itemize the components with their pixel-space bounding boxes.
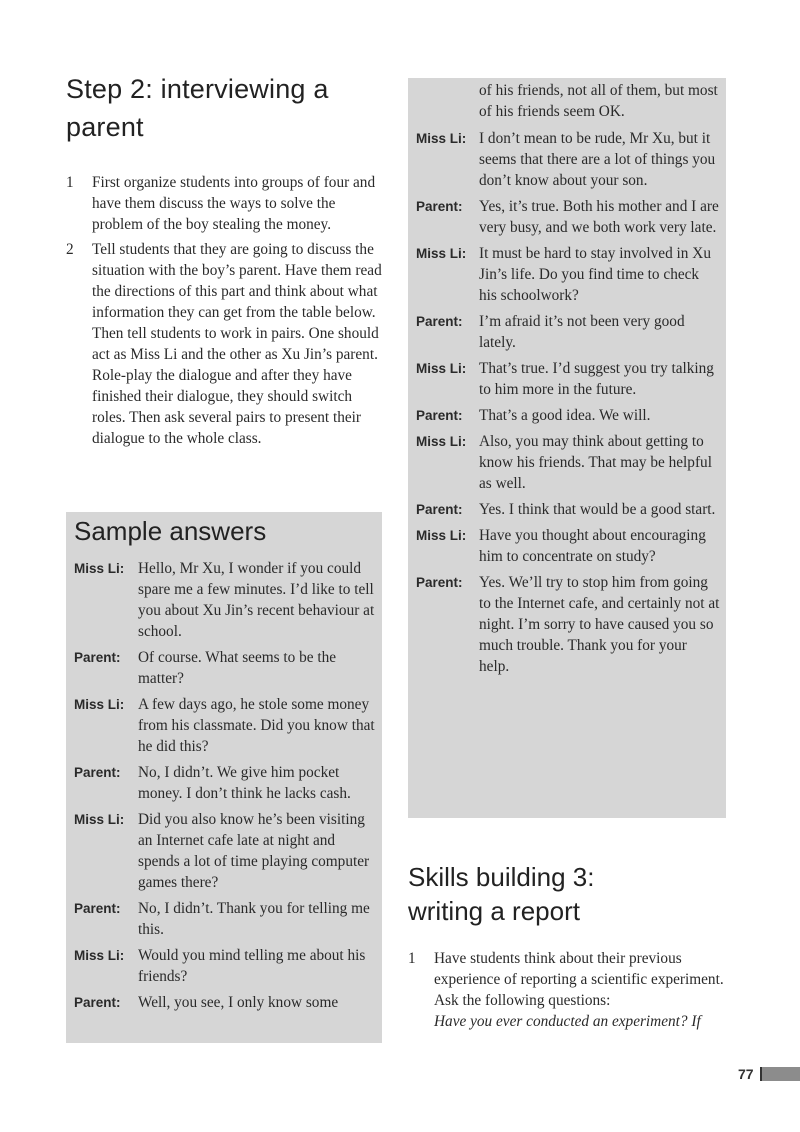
dialogue-turn [408, 128, 726, 191]
step2-section [66, 70, 384, 453]
dialogue-line: Have you thought about encouraging him to concentrate on study? [479, 527, 706, 565]
speaker-label: Parent: [74, 995, 121, 1010]
dialogue-left [66, 548, 382, 1013]
dialogue-turn [66, 558, 382, 642]
speaker-label: Miss Li: [416, 528, 467, 543]
step2-heading-line1: Step 2: interviewing a [66, 74, 329, 104]
speaker-label: Parent: [416, 575, 463, 590]
skills-item [408, 948, 728, 1032]
dialogue-turn [408, 405, 726, 426]
item-number: 1 [66, 174, 74, 191]
speaker-label: Miss Li: [416, 434, 467, 449]
step2-item [66, 172, 384, 235]
dialogue-turn [66, 694, 382, 757]
dialogue-turn [66, 647, 382, 689]
dialogue-line: I don’t mean to be rude, Mr Xu, but it seems that there are a lot of things you don’t know about your son. [479, 130, 716, 189]
speaker-label: Miss Li: [416, 361, 467, 376]
skills-instructions [408, 948, 728, 1036]
dialogue-turn [408, 572, 726, 677]
skills-heading-line1: Skills building 3: [408, 862, 595, 892]
dialogue-turn [66, 762, 382, 804]
dialogue-line: Yes. We’ll try to stop him from going to the Internet cafe, and certainly not at night. I’m sorry to have caused you so much trouble. Thank you for your help. [479, 574, 720, 675]
dialogue-line: That’s true. I’d suggest you try talking to him more in the future. [479, 360, 714, 398]
dialogue-turn [408, 311, 726, 353]
sample-answers-box [66, 512, 382, 1043]
dialogue-continuation-text: of his friends, not all of them, but most of his friends seem OK. [479, 82, 718, 120]
step2-item [66, 239, 384, 449]
item-question: Have you ever conducted an experiment? If [434, 1013, 701, 1030]
speaker-label: Miss Li: [74, 697, 125, 712]
dialogue-turn [408, 431, 726, 494]
item-text: First organize students into groups of four and have them discuss the ways to solve the problem of the boy stealing the money. [92, 174, 376, 233]
speaker-label: Miss Li: [416, 246, 467, 261]
dialogue-line: Also, you may think about getting to know his friends. That may be helpful as well. [479, 433, 712, 492]
dialogue-turn [66, 898, 382, 940]
speaker-label: Miss Li: [74, 561, 125, 576]
item-text: Tell students that they are going to discuss the situation with the boy’s parent. Have them read the directions of this part and think about what information they can get from the table below. Then tell students to work in pairs. One should act as Miss Li and the other as Xu Jin’s parent. Role-play the dialogue and after they have finished their dialogue, they should switch roles. Then ask several pairs to present their dialogue to the whole class. [92, 241, 382, 447]
dialogue-turn [66, 809, 382, 893]
page-number: 77 [738, 1066, 754, 1082]
dialogue-line: It must be hard to stay involved in Xu Jin’s life. Do you find time to check his schoolwork? [479, 245, 711, 304]
dialogue-line: Did you also know he’s been visiting an Internet cafe late at night and spends a lot of time playing computer games there? [138, 811, 370, 891]
dialogue-turn [66, 945, 382, 987]
speaker-label: Miss Li: [74, 812, 125, 827]
dialogue-turn [408, 243, 726, 306]
speaker-label: Miss Li: [74, 948, 125, 963]
speaker-label: Parent: [416, 408, 463, 423]
dialogue-turn [408, 358, 726, 400]
item-number: 1 [408, 950, 416, 967]
dialogue-line: Would you mind telling me about his friends? [138, 947, 366, 985]
speaker-label: Parent: [416, 502, 463, 517]
page-tab-bar [762, 1067, 800, 1081]
dialogue-line: Yes. I think that would be a good start. [479, 501, 716, 518]
speaker-label: Parent: [74, 901, 121, 916]
dialogue-line: That’s a good idea. We will. [479, 407, 651, 424]
speaker-label: Parent: [74, 765, 121, 780]
dialogue-continuation-box [408, 78, 726, 818]
speaker-label: Parent: [74, 650, 121, 665]
dialogue-line: Of course. What seems to be the matter? [138, 649, 337, 687]
step2-heading [66, 70, 384, 146]
dialogue-line: Hello, Mr Xu, I wonder if you could spare me a few minutes. I’d like to tell you about Xu Jin’s recent behaviour at school. [138, 560, 375, 640]
speaker-label: Parent: [416, 314, 463, 329]
step2-heading-line2: parent [66, 112, 144, 142]
dialogue-line: No, I didn’t. We give him pocket money. I don’t think he lacks cash. [138, 764, 351, 802]
dialogue-right [408, 128, 726, 677]
dialogue-line: A few days ago, he stole some money from his classmate. Did you know that he did this? [138, 696, 375, 755]
dialogue-line: No, I didn’t. Thank you for telling me this. [138, 900, 370, 938]
dialogue-turn [408, 499, 726, 520]
speaker-label: Miss Li: [416, 131, 467, 146]
step2-instructions [66, 172, 384, 449]
dialogue-line: Yes, it’s true. Both his mother and I are very busy, and we both work very late. [479, 198, 719, 236]
skills-heading-line2: writing a report [408, 896, 580, 926]
dialogue-turn [408, 196, 726, 238]
dialogue-turn [408, 525, 726, 567]
dialogue-line: I’m afraid it’s not been very good lately. [479, 313, 685, 351]
dialogue-turn [66, 992, 382, 1013]
sample-answers-heading: Sample answers [74, 516, 267, 546]
dialogue-line: Well, you see, I only know some [138, 994, 339, 1011]
item-number: 2 [66, 241, 74, 258]
speaker-label: Parent: [416, 199, 463, 214]
item-text: Have students think about their previous experience of reporting a scientific experiment. Ask the following questions: [434, 950, 724, 1009]
skills-building-heading [408, 860, 726, 928]
